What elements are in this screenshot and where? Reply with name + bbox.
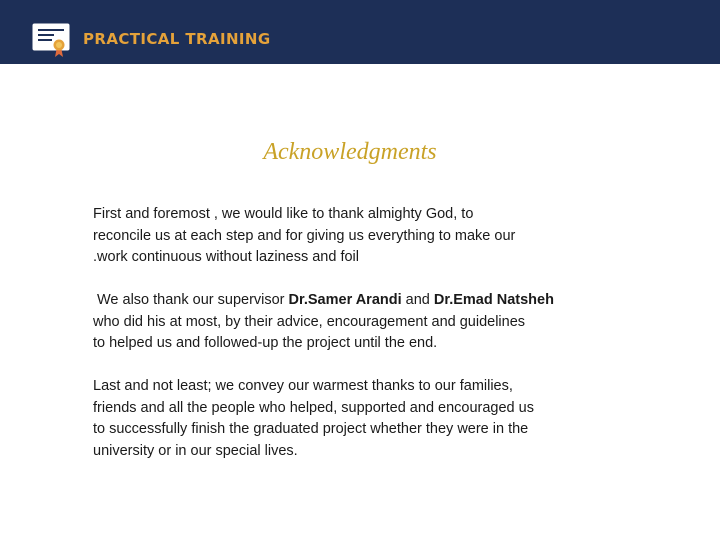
paragraph-line: to successfully finish the graduated project whether they were in the [93, 421, 529, 438]
paragraph-family-friends [93, 376, 633, 463]
paragraph-line: friends and all the people who helped, supported and encouraged us [93, 399, 534, 416]
supervisor-name: Dr.Samer Arandi [288, 292, 402, 308]
paragraph-line: Last and not least; we convey our warmest thanks to our families, [93, 378, 513, 394]
certificate-icon [32, 23, 70, 59]
page-title: Acknowledgments [263, 139, 437, 165]
header-title: PRACTICAL TRAINING [83, 30, 271, 48]
header-bar [0, 0, 720, 64]
paragraph-gratitude-god [93, 204, 633, 269]
paragraph-text: We also thank our supervisor [97, 292, 289, 308]
paragraph-line: who did his at most, by their advice, encouragement and guidelines [93, 313, 526, 330]
paragraph-line: reconcile us at each step and for giving us everything to make our [93, 227, 516, 244]
paragraph-line: .work continuous without laziness and foil [93, 249, 359, 266]
supervisor-name: Dr.Emad Natsheh [433, 292, 554, 308]
paragraph-supervisors [93, 290, 633, 355]
paragraph-line: to helped us and followed-up the project until the end. [93, 335, 438, 352]
paragraph-line: First and foremost , we would like to thank almighty God, to [93, 206, 474, 222]
paragraph-line [93, 290, 633, 312]
paragraph-text: and [401, 292, 434, 308]
paragraph-line: university or in our special lives. [93, 443, 298, 460]
